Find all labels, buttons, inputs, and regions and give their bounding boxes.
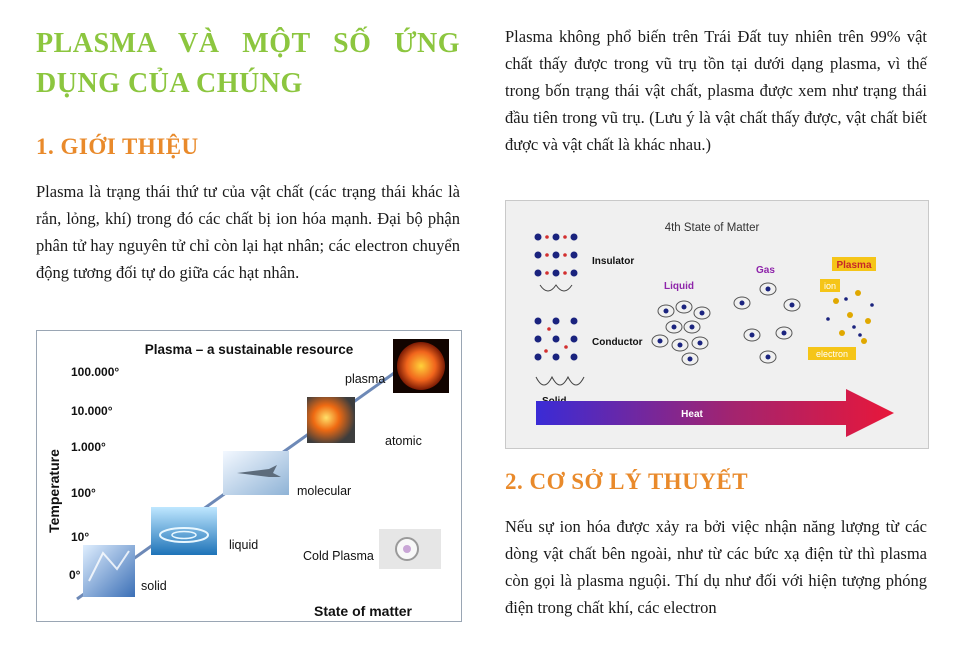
section-1-heading: 1. GIỚI THIỆU [36, 134, 199, 159]
document-title: PLASMA VÀ MỘT SỐ ỨNG DỤNG CỦA CHÚNG [36, 28, 460, 99]
cold-plasma-label: Cold Plasma [303, 549, 374, 563]
y-tick: 10° [71, 530, 90, 544]
stage-label-liquid: liquid [229, 538, 259, 552]
atomic-explosion-image [307, 397, 355, 443]
stage-label-atomic: atomic [385, 434, 422, 448]
figure-fourth-state-graphic [506, 201, 928, 448]
label-ion: ion [823, 281, 837, 291]
stage-label-solid: solid [141, 579, 167, 593]
y-tick: 100.000° [71, 365, 120, 379]
gas-particles [734, 283, 800, 363]
insulator-lattice [535, 234, 578, 292]
figure-fourth-state-of-matter [505, 200, 929, 449]
figure-sustainable-resource-graphic [37, 331, 461, 621]
stage-label-molecular: molecular [297, 484, 352, 498]
figure1-y-axis-label: Temperature [46, 449, 62, 533]
figure-sustainable-resource [36, 330, 462, 622]
figure2-title: 4th State of Matter [664, 222, 760, 234]
label-gas: Gas [756, 265, 775, 276]
figure1-title: Plasma – a sustainable resource [144, 342, 354, 357]
label-insulator: Insulator [592, 256, 635, 267]
y-tick: 10.000° [71, 404, 113, 418]
figure1-x-axis-label: State of matter [313, 603, 413, 619]
label-heat: Heat [681, 409, 703, 420]
label-conductor: Conductor [592, 337, 643, 348]
section-2-heading: 2. CƠ SỞ LÝ THUYẾT [505, 469, 749, 494]
conductor-lattice [535, 318, 585, 386]
y-tick: 1.000° [71, 440, 106, 454]
y-tick: 0° [69, 568, 81, 582]
y-tick: 100° [71, 486, 96, 500]
section-1-paragraph: Plasma là trạng thái thứ tư của vật chất (các trạng thái khác là rắn, lỏng, khí) trong đó các chất bị ion hóa mạnh. Đại bộ phận phân tử hay nguyên tử chỉ còn lại hạt nhân; các electron chuyển động tương đối tự do giữa các hạt nhân. [36, 182, 460, 282]
plasma-particles [826, 290, 874, 344]
section-2-paragraph: Nếu sự ion hóa được xảy ra bởi việc nhận năng lượng từ các dòng vật chất bên ngoài, như từ các bức xạ điện từ thì plasma còn gọi là plasma nguội. Thí dụ như đối với hiện tượng phóng điện trong chất khí, các electron [505, 517, 927, 617]
stage-label-plasma: plasma [345, 372, 386, 386]
label-liquid: Liquid [664, 281, 694, 292]
label-plasma: Plasma [836, 260, 872, 271]
intro-paragraph-right: Plasma không phổ biến trên Trái Đất tuy nhiên trên 99% vật chất thấy được trong vũ trụ tồn tại dưới dạng plasma, vì thế trong bốn trạng thái vật chất, plasma được xem như trạng thái đầu tiên trong vũ trụ. (Lưu ý là vật chất thấy được, vật chất biết được và vật chất là khác nhau.) [505, 27, 927, 154]
label-electron: electron [815, 349, 849, 359]
heat-arrow [536, 389, 894, 437]
